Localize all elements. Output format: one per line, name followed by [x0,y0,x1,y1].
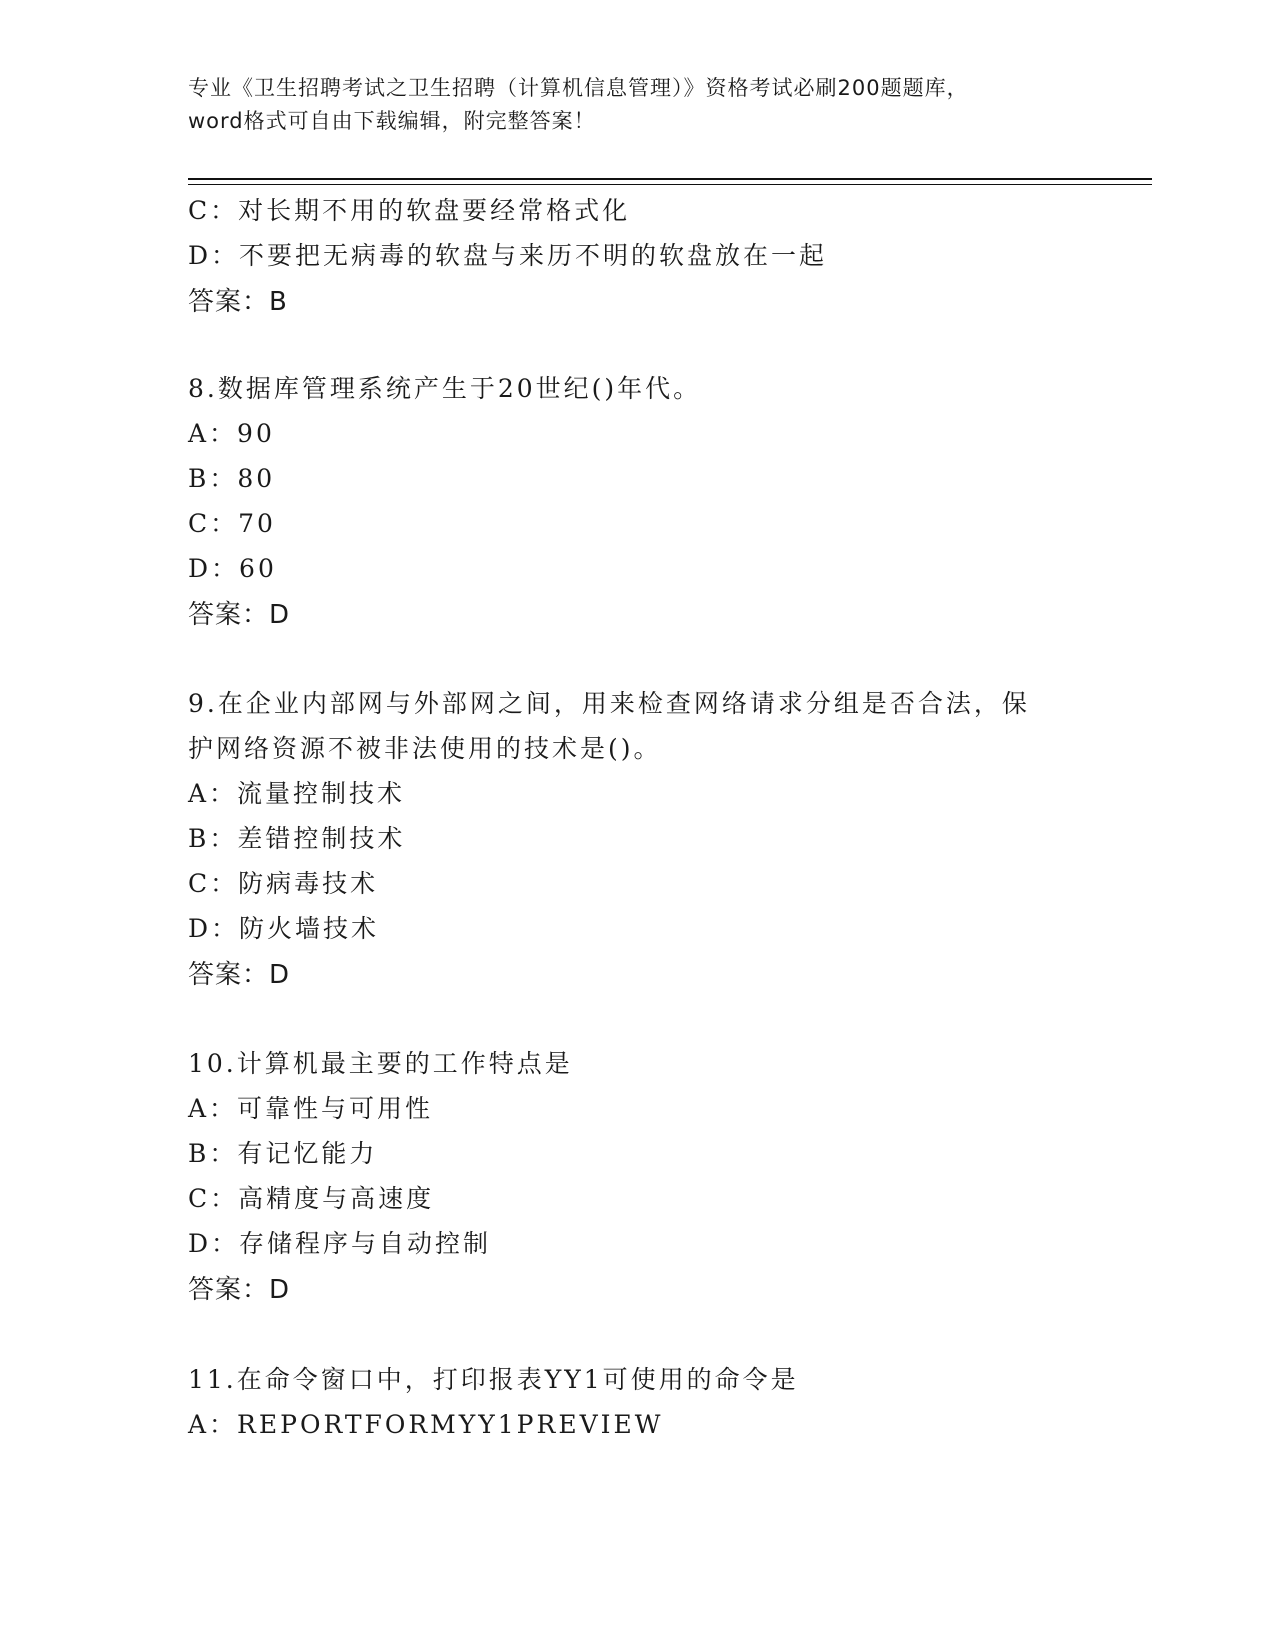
header-divider-thin [188,184,1152,185]
q7-answer: 答案：B [188,287,288,317]
q9-option-c: C：防病毒技术 [188,869,379,898]
q11-option-a: A：REPORTFORMYY1PREVIEW [188,1410,664,1439]
q8-option-d: D：60 [188,554,277,583]
q10-option-c: C：高精度与高速度 [188,1184,435,1213]
q8-stem: 8.数据库管理系统产生于20世纪()年代。 [188,374,702,403]
q7-option-d: D：不要把无病毒的软盘与来历不明的软盘放在一起 [188,241,828,270]
q10-option-d: D：存储程序与自动控制 [188,1229,492,1258]
q9-option-a: A：流量控制技术 [188,779,406,808]
q9-stem-line-1: 9.在企业内部网与外部网之间，用来检查网络请求分组是否合法，保 [188,689,1030,718]
q10-stem: 10.计算机最主要的工作特点是 [188,1049,573,1078]
header-divider-thick [188,178,1152,180]
q9-stem-line-2: 护网络资源不被非法使用的技术是()。 [188,734,662,763]
q10-answer: 答案：D [188,1275,291,1305]
q8-option-b: B：80 [188,464,276,493]
q9-answer: 答案：D [188,960,291,990]
q8-answer: 答案：D [188,600,291,630]
q9-option-d: D：防火墙技术 [188,914,380,943]
q11-stem: 11.在命令窗口中，打印报表YY1可使用的命令是 [188,1365,799,1394]
header-line-1: 专业《卫生招聘考试之卫生招聘（计算机信息管理）》资格考试必刷200题题库， [188,76,969,100]
q10-option-b: B：有记忆能力 [188,1139,378,1168]
q8-option-a: A：90 [188,419,275,448]
q7-option-c: C：对长期不用的软盘要经常格式化 [188,196,631,225]
q9-option-b: B：差错控制技术 [188,824,406,853]
header-line-2: word格式可自由下载编辑，附完整答案！ [188,109,596,133]
q8-option-c: C：70 [188,509,276,538]
q10-option-a: A：可靠性与可用性 [188,1094,434,1123]
document-header [188,72,1088,138]
